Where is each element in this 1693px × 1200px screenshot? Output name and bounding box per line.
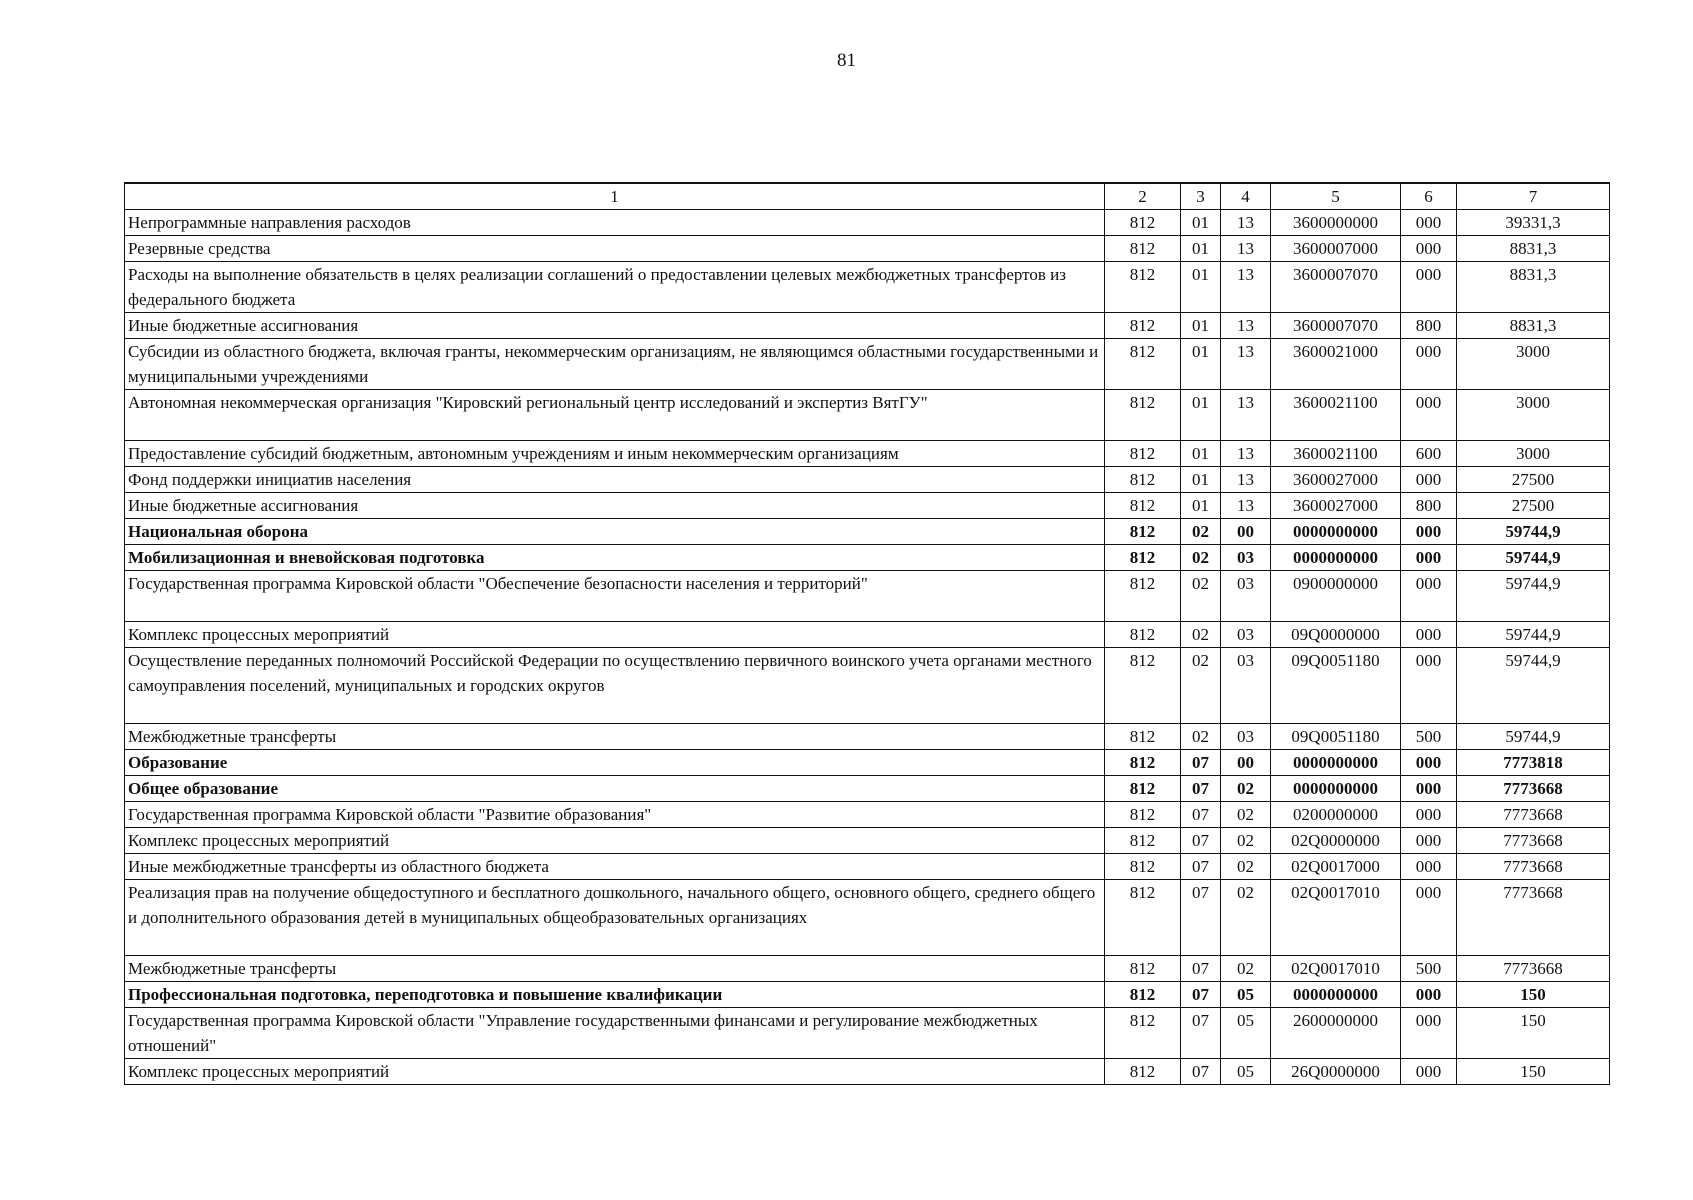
row-code-expense-type: 000	[1401, 828, 1457, 854]
row-code-ministry: 812	[1105, 210, 1181, 236]
row-code-section: 02	[1181, 622, 1221, 648]
table-row	[125, 313, 1610, 339]
row-code-ministry: 812	[1105, 390, 1181, 441]
row-code-ministry: 812	[1105, 519, 1181, 545]
row-code-ministry: 812	[1105, 982, 1181, 1008]
row-code-target: 26Q0000000	[1271, 1059, 1401, 1085]
row-code-section: 07	[1181, 880, 1221, 956]
row-code-expense-type: 000	[1401, 571, 1457, 622]
table-row	[125, 854, 1610, 880]
row-code-target: 09Q0000000	[1271, 622, 1401, 648]
row-name: Государственная программа Кировской области "Развитие образования"	[125, 802, 1105, 828]
row-amount: 59744,9	[1457, 545, 1610, 571]
row-name: Иные бюджетные ассигнования	[125, 313, 1105, 339]
row-name: Резервные средства	[125, 236, 1105, 262]
row-code-expense-type: 800	[1401, 493, 1457, 519]
row-code-subsection: 02	[1221, 802, 1271, 828]
table-row	[125, 776, 1610, 802]
row-code-target: 3600000000	[1271, 210, 1401, 236]
row-code-section: 07	[1181, 982, 1221, 1008]
row-code-expense-type: 000	[1401, 854, 1457, 880]
column-header: 6	[1401, 183, 1457, 210]
row-code-expense-type: 000	[1401, 982, 1457, 1008]
table-row	[125, 519, 1610, 545]
row-code-section: 07	[1181, 802, 1221, 828]
budget-table-body	[125, 183, 1610, 1085]
row-code-target: 0900000000	[1271, 571, 1401, 622]
row-code-ministry: 812	[1105, 648, 1181, 724]
row-code-subsection: 13	[1221, 210, 1271, 236]
row-code-target: 09Q0051180	[1271, 724, 1401, 750]
row-code-target: 02Q0017010	[1271, 956, 1401, 982]
row-code-ministry: 812	[1105, 571, 1181, 622]
row-amount: 3000	[1457, 339, 1610, 390]
row-code-ministry: 812	[1105, 956, 1181, 982]
row-code-subsection: 03	[1221, 545, 1271, 571]
row-amount: 150	[1457, 982, 1610, 1008]
row-code-target: 0200000000	[1271, 802, 1401, 828]
row-amount: 39331,3	[1457, 210, 1610, 236]
table-row	[125, 339, 1610, 390]
row-code-section: 01	[1181, 467, 1221, 493]
budget-table	[124, 182, 1610, 1085]
row-code-subsection: 02	[1221, 854, 1271, 880]
row-amount: 8831,3	[1457, 236, 1610, 262]
table-row	[125, 262, 1610, 313]
row-code-section: 02	[1181, 519, 1221, 545]
row-code-expense-type: 500	[1401, 956, 1457, 982]
row-code-expense-type: 000	[1401, 776, 1457, 802]
row-amount: 8831,3	[1457, 313, 1610, 339]
table-row	[125, 1008, 1610, 1059]
row-name: Профессиональная подготовка, переподготовка и повышение квалификации	[125, 982, 1105, 1008]
row-code-subsection: 13	[1221, 339, 1271, 390]
row-code-target: 3600021100	[1271, 441, 1401, 467]
row-code-expense-type: 000	[1401, 467, 1457, 493]
row-code-section: 02	[1181, 545, 1221, 571]
row-code-ministry: 812	[1105, 467, 1181, 493]
row-code-subsection: 00	[1221, 750, 1271, 776]
row-code-section: 07	[1181, 1008, 1221, 1059]
row-code-section: 02	[1181, 724, 1221, 750]
row-amount: 7773668	[1457, 828, 1610, 854]
row-code-target: 3600027000	[1271, 467, 1401, 493]
row-code-section: 01	[1181, 493, 1221, 519]
row-code-subsection: 02	[1221, 776, 1271, 802]
row-code-section: 07	[1181, 776, 1221, 802]
table-row	[125, 545, 1610, 571]
row-code-target: 3600007070	[1271, 313, 1401, 339]
row-name: Предоставление субсидий бюджетным, автономным учреждениям и иным некоммерческим организациям	[125, 441, 1105, 467]
row-code-subsection: 02	[1221, 880, 1271, 956]
row-name: Автономная некоммерческая организация "Кировский региональный центр исследований и экспертиз ВятГУ"	[125, 390, 1105, 441]
row-code-ministry: 812	[1105, 545, 1181, 571]
row-code-subsection: 05	[1221, 1059, 1271, 1085]
row-code-expense-type: 000	[1401, 236, 1457, 262]
row-name: Непрограммные направления расходов	[125, 210, 1105, 236]
row-code-ministry: 812	[1105, 1008, 1181, 1059]
row-amount: 7773818	[1457, 750, 1610, 776]
row-amount: 7773668	[1457, 956, 1610, 982]
row-name: Иные бюджетные ассигнования	[125, 493, 1105, 519]
table-row	[125, 467, 1610, 493]
row-code-target: 02Q0017000	[1271, 854, 1401, 880]
row-code-subsection: 03	[1221, 622, 1271, 648]
row-name: Мобилизационная и вневойсковая подготовка	[125, 545, 1105, 571]
row-code-subsection: 13	[1221, 313, 1271, 339]
table-row	[125, 1059, 1610, 1085]
row-name: Межбюджетные трансферты	[125, 956, 1105, 982]
row-code-expense-type: 500	[1401, 724, 1457, 750]
row-code-section: 07	[1181, 956, 1221, 982]
row-code-expense-type: 800	[1401, 313, 1457, 339]
row-code-target: 2600000000	[1271, 1008, 1401, 1059]
row-name: Межбюджетные трансферты	[125, 724, 1105, 750]
row-code-expense-type: 000	[1401, 519, 1457, 545]
row-code-target: 3600027000	[1271, 493, 1401, 519]
row-code-expense-type: 000	[1401, 802, 1457, 828]
row-code-ministry: 812	[1105, 339, 1181, 390]
row-amount: 59744,9	[1457, 571, 1610, 622]
table-row	[125, 828, 1610, 854]
row-code-section: 01	[1181, 236, 1221, 262]
row-code-ministry: 812	[1105, 1059, 1181, 1085]
row-amount: 7773668	[1457, 802, 1610, 828]
row-code-subsection: 00	[1221, 519, 1271, 545]
row-code-target: 02Q0000000	[1271, 828, 1401, 854]
row-code-expense-type: 000	[1401, 1059, 1457, 1085]
row-code-target: 0000000000	[1271, 750, 1401, 776]
row-name: Национальная оборона	[125, 519, 1105, 545]
row-code-expense-type: 000	[1401, 210, 1457, 236]
page-number: 81	[837, 50, 856, 71]
row-code-section: 01	[1181, 339, 1221, 390]
column-header: 7	[1457, 183, 1610, 210]
row-amount: 27500	[1457, 467, 1610, 493]
table-row	[125, 750, 1610, 776]
row-code-target: 09Q0051180	[1271, 648, 1401, 724]
row-name: Общее образование	[125, 776, 1105, 802]
row-code-ministry: 812	[1105, 236, 1181, 262]
row-name: Реализация прав на получение общедоступного и бесплатного дошкольного, начального общего, основного общего, среднего общего и дополнительного образования детей в муниципальных общеобразовательных организациях	[125, 880, 1105, 956]
row-code-target: 0000000000	[1271, 776, 1401, 802]
row-code-section: 02	[1181, 571, 1221, 622]
row-code-ministry: 812	[1105, 776, 1181, 802]
table-header-row	[125, 183, 1610, 210]
row-code-subsection: 03	[1221, 571, 1271, 622]
table-row	[125, 236, 1610, 262]
row-code-target: 3600007070	[1271, 262, 1401, 313]
row-code-expense-type: 000	[1401, 262, 1457, 313]
row-code-section: 07	[1181, 828, 1221, 854]
row-code-section: 07	[1181, 1059, 1221, 1085]
row-name: Субсидии из областного бюджета, включая гранты, некоммерческим организациям, не являющимся областными государственными и муниципальными учреждениями	[125, 339, 1105, 390]
row-code-expense-type: 000	[1401, 648, 1457, 724]
row-code-target: 02Q0017010	[1271, 880, 1401, 956]
column-header: 5	[1271, 183, 1401, 210]
row-amount: 7773668	[1457, 854, 1610, 880]
row-name: Государственная программа Кировской области "Управление государственными финансами и регулирование межбюджетных отношений"	[125, 1008, 1105, 1059]
table-row	[125, 210, 1610, 236]
row-code-section: 07	[1181, 854, 1221, 880]
row-code-expense-type: 000	[1401, 880, 1457, 956]
row-code-section: 01	[1181, 210, 1221, 236]
row-name: Государственная программа Кировской области "Обеспечение безопасности населения и территорий"	[125, 571, 1105, 622]
row-code-subsection: 13	[1221, 441, 1271, 467]
row-code-subsection: 05	[1221, 982, 1271, 1008]
row-code-target: 3600021000	[1271, 339, 1401, 390]
row-code-section: 01	[1181, 441, 1221, 467]
row-code-subsection: 02	[1221, 828, 1271, 854]
row-code-ministry: 812	[1105, 493, 1181, 519]
row-name: Комплекс процессных мероприятий	[125, 1059, 1105, 1085]
row-code-ministry: 812	[1105, 880, 1181, 956]
table-row	[125, 648, 1610, 724]
row-code-ministry: 812	[1105, 750, 1181, 776]
row-name: Осуществление переданных полномочий Российской Федерации по осуществлению первичного воинского учета органами местного самоуправления поселений, муниципальных и городских округов	[125, 648, 1105, 724]
table-row	[125, 571, 1610, 622]
row-code-section: 01	[1181, 313, 1221, 339]
table-row	[125, 956, 1610, 982]
row-amount: 27500	[1457, 493, 1610, 519]
row-code-expense-type: 600	[1401, 441, 1457, 467]
row-code-ministry: 812	[1105, 441, 1181, 467]
row-amount: 150	[1457, 1059, 1610, 1085]
row-name: Фонд поддержки инициатив населения	[125, 467, 1105, 493]
row-name: Комплекс процессных мероприятий	[125, 622, 1105, 648]
row-code-subsection: 03	[1221, 648, 1271, 724]
row-code-subsection: 13	[1221, 493, 1271, 519]
row-code-target: 0000000000	[1271, 982, 1401, 1008]
table-row	[125, 622, 1610, 648]
row-code-subsection: 13	[1221, 390, 1271, 441]
row-code-expense-type: 000	[1401, 390, 1457, 441]
row-code-target: 3600007000	[1271, 236, 1401, 262]
row-code-ministry: 812	[1105, 724, 1181, 750]
row-code-expense-type: 000	[1401, 750, 1457, 776]
row-code-ministry: 812	[1105, 854, 1181, 880]
row-amount: 59744,9	[1457, 622, 1610, 648]
row-code-subsection: 13	[1221, 236, 1271, 262]
row-name: Расходы на выполнение обязательств в целях реализации соглашений о предоставлении целевых межбюджетных трансфертов из федерального бюджета	[125, 262, 1105, 313]
row-code-section: 02	[1181, 648, 1221, 724]
table-row	[125, 982, 1610, 1008]
row-code-subsection: 02	[1221, 956, 1271, 982]
row-code-ministry: 812	[1105, 828, 1181, 854]
row-code-ministry: 812	[1105, 622, 1181, 648]
row-code-section: 01	[1181, 390, 1221, 441]
row-code-subsection: 05	[1221, 1008, 1271, 1059]
column-header: 3	[1181, 183, 1221, 210]
row-amount: 150	[1457, 1008, 1610, 1059]
row-amount: 3000	[1457, 441, 1610, 467]
table-row	[125, 493, 1610, 519]
row-code-expense-type: 000	[1401, 622, 1457, 648]
row-code-subsection: 13	[1221, 262, 1271, 313]
row-amount: 7773668	[1457, 776, 1610, 802]
row-name: Комплекс процессных мероприятий	[125, 828, 1105, 854]
row-code-section: 07	[1181, 750, 1221, 776]
row-code-ministry: 812	[1105, 262, 1181, 313]
table-row	[125, 880, 1610, 956]
table-row	[125, 441, 1610, 467]
row-amount: 59744,9	[1457, 724, 1610, 750]
table-row	[125, 724, 1610, 750]
row-amount: 59744,9	[1457, 519, 1610, 545]
row-name: Образование	[125, 750, 1105, 776]
table-row	[125, 390, 1610, 441]
row-name: Иные межбюджетные трансферты из областного бюджета	[125, 854, 1105, 880]
row-code-subsection: 03	[1221, 724, 1271, 750]
row-amount: 8831,3	[1457, 262, 1610, 313]
column-header: 4	[1221, 183, 1271, 210]
row-code-target: 0000000000	[1271, 545, 1401, 571]
row-code-target: 0000000000	[1271, 519, 1401, 545]
row-amount: 7773668	[1457, 880, 1610, 956]
row-code-section: 01	[1181, 262, 1221, 313]
row-amount: 3000	[1457, 390, 1610, 441]
row-code-ministry: 812	[1105, 802, 1181, 828]
row-code-expense-type: 000	[1401, 339, 1457, 390]
column-header: 2	[1105, 183, 1181, 210]
table-row	[125, 802, 1610, 828]
row-code-subsection: 13	[1221, 467, 1271, 493]
row-code-expense-type: 000	[1401, 545, 1457, 571]
row-amount: 59744,9	[1457, 648, 1610, 724]
column-header: 1	[125, 183, 1105, 210]
row-code-expense-type: 000	[1401, 1008, 1457, 1059]
row-code-ministry: 812	[1105, 313, 1181, 339]
row-code-target: 3600021100	[1271, 390, 1401, 441]
